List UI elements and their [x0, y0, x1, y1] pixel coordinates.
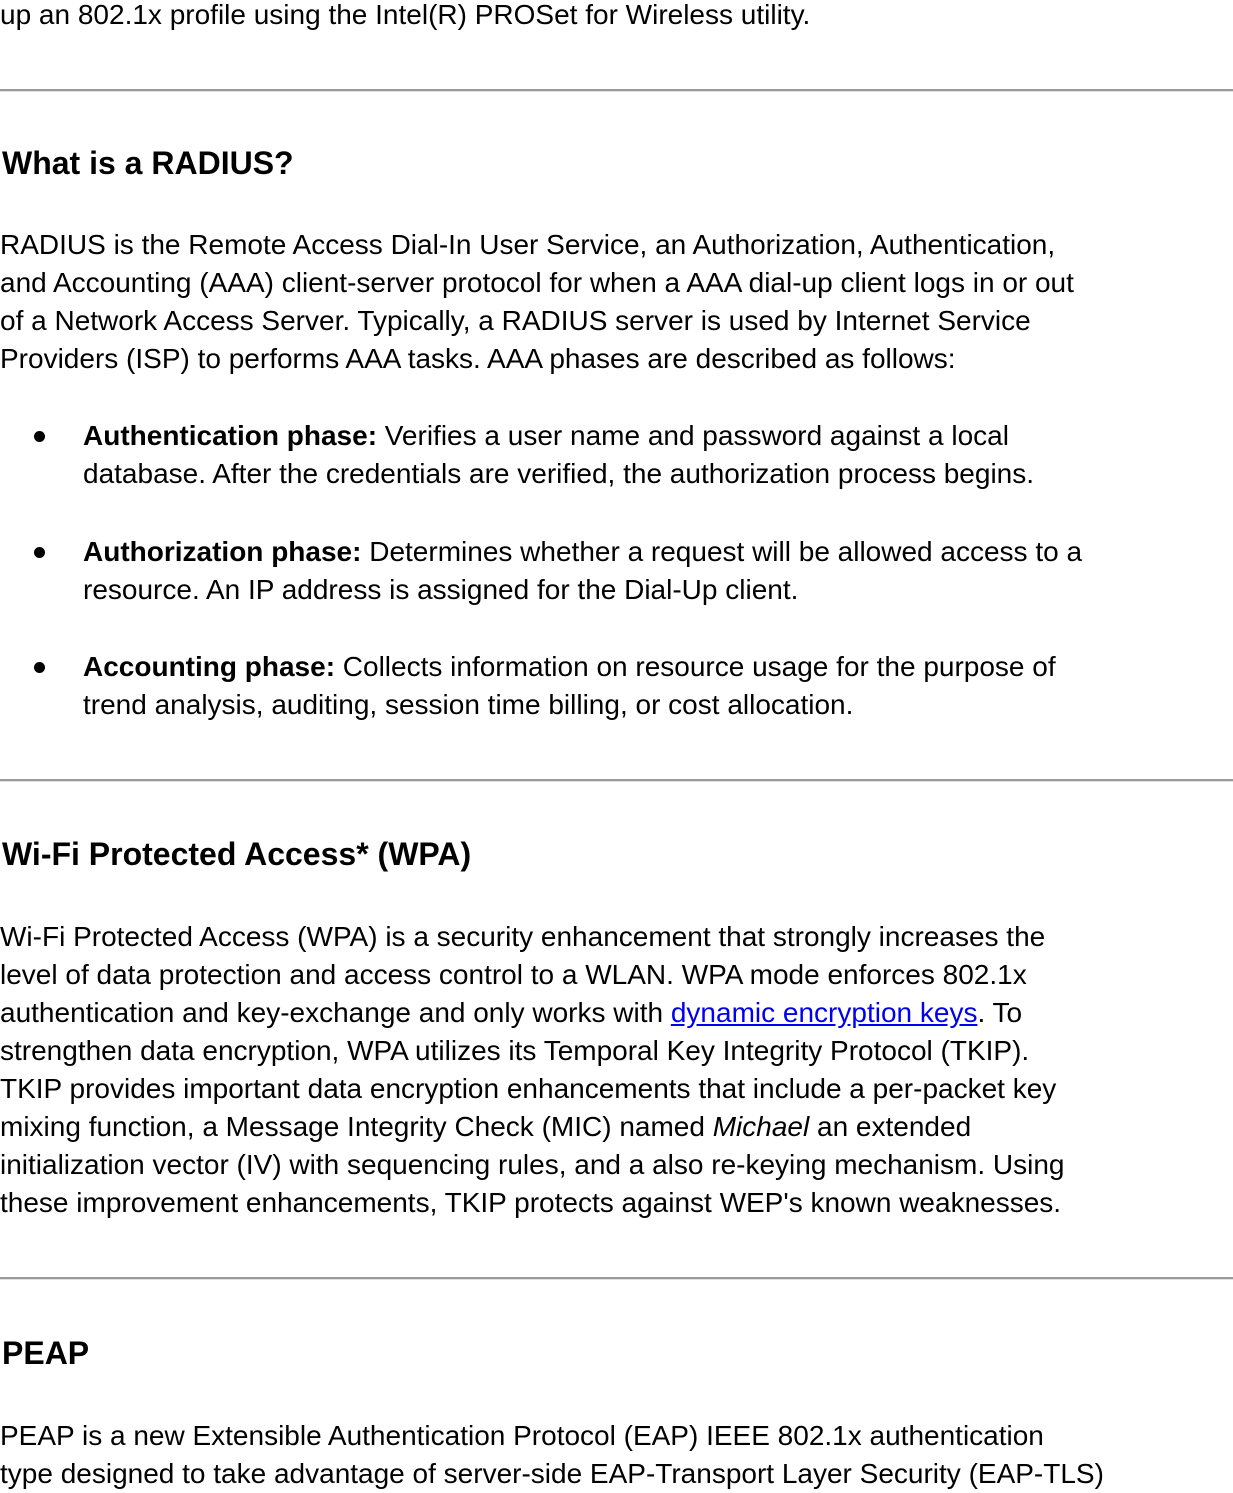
bullet-icon [34, 431, 45, 442]
list-item-label: Authorization phase: [83, 536, 362, 567]
list-item-label: Authentication phase: [83, 420, 378, 451]
wpa-line [0, 1108, 1233, 1146]
list-item-body: resource. An IP address is assigned for the Dial-Up client. [83, 574, 799, 605]
radius-line: Providers (ISP) to performs AAA tasks. AAA phases are described as follows: [0, 343, 956, 374]
radius-line: and Accounting (AAA) client-server protocol for when a AAA dial-up client logs in or out [0, 267, 1074, 298]
intro-paragraph [0, 0, 1233, 34]
wpa-line: these improvement enhancements, TKIP protects against WEP's known weaknesses. [0, 1187, 1062, 1218]
section-divider [0, 1277, 1233, 1280]
wpa-text: mixing function, a Message Integrity Check (MIC) named [0, 1111, 713, 1142]
section-divider [0, 779, 1233, 782]
wpa-heading: Wi-Fi Protected Access* (WPA) [2, 836, 472, 872]
wpa-line [0, 994, 1233, 1032]
list-item-body: Determines whether a request will be allowed access to a [361, 536, 1083, 567]
peap-heading: PEAP [2, 1335, 90, 1371]
radius-paragraph [0, 226, 1233, 378]
intro-line: up an 802.1x profile using the Intel(R) PROSet for Wireless utility. [0, 0, 811, 30]
wpa-line: strengthen data encryption, WPA utilizes its Temporal Key Integrity Protocol (TKIP). [0, 1035, 1030, 1066]
wpa-line: Wi-Fi Protected Access (WPA) is a security enhancement that strongly increases the [0, 921, 1046, 952]
wpa-line: TKIP provides important data encryption enhancements that include a per-packet key [0, 1073, 1057, 1104]
list-item-body: Collects information on resource usage for the purpose of [335, 651, 1056, 682]
list-item-text [83, 648, 1056, 724]
wpa-line: initialization vector (IV) with sequencing rules, and a also re-keying mechanism. Using [0, 1149, 1065, 1180]
peap-paragraph [0, 1417, 1233, 1493]
list-item-text [83, 533, 1082, 609]
list-item-body: trend analysis, auditing, session time billing, or cost allocation. [83, 689, 854, 720]
list-item-label: Accounting phase: [83, 651, 336, 682]
radius-line: of a Network Access Server. Typically, a RADIUS server is used by Internet Service [0, 305, 1031, 336]
bullet-icon [34, 547, 45, 558]
wpa-text: an extended [809, 1111, 972, 1142]
wpa-text: . To [977, 997, 1023, 1028]
wpa-text: authentication and key-exchange and only works with [0, 997, 671, 1028]
list-item-body: database. After the credentials are verified, the authorization process begins. [83, 458, 1035, 489]
list-item-text [83, 417, 1034, 493]
peap-line: PEAP is a new Extensible Authentication Protocol (EAP) IEEE 802.1x authentication [0, 1420, 1044, 1451]
dynamic-encryption-keys-link[interactable]: dynamic encryption keys [670, 997, 978, 1028]
wpa-paragraph [0, 918, 1233, 1222]
wpa-line: level of data protection and access control to a WLAN. WPA mode enforces 802.1x [0, 959, 1027, 990]
section-divider [0, 89, 1233, 92]
bullet-icon [34, 662, 45, 673]
peap-line: type designed to take advantage of server-side EAP-Transport Layer Security (EAP-TLS) [0, 1458, 1104, 1489]
list-item-body: Verifies a user name and password against a local [377, 420, 1009, 451]
radius-heading: What is a RADIUS? [2, 145, 294, 181]
radius-line: RADIUS is the Remote Access Dial-In User Service, an Authorization, Authentication, [0, 229, 1056, 260]
wpa-emphasis: Michael [712, 1111, 810, 1142]
